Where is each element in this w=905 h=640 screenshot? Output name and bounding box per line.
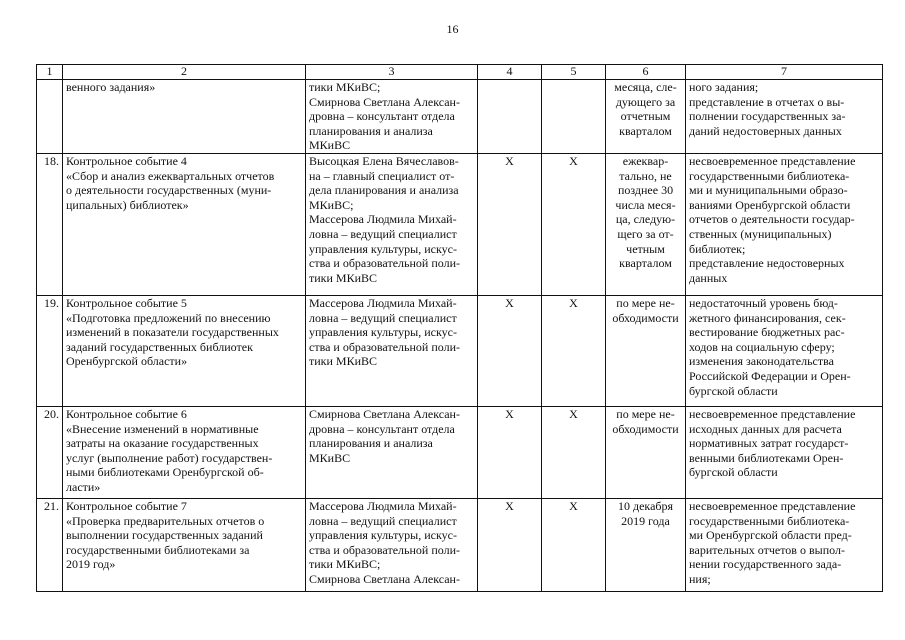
plan-table xyxy=(36,64,883,592)
table-row xyxy=(37,153,883,295)
risks-cell: несвоевременное представление государственными библиотека- ми и муниципальными образо- ваниями Оренбургской области отчетов о деятельности государ- ственных (муниципальных) библиотек; представление недостоверных данных xyxy=(686,153,883,295)
responsible-cell: Массерова Людмила Михай- ловна – ведущий специалист управления культуры, искус- ства и образовательной поли- тики МКиВС; Смирнова Светлана Алексан- xyxy=(306,498,478,591)
event-cell: Контрольное событие 7 «Проверка предварительных отчетов о выполнении государственных заданий государственными библиотеками за 2019 год» xyxy=(63,498,306,591)
mark-cell: X xyxy=(478,406,542,498)
column-number: 3 xyxy=(306,65,478,80)
table-row xyxy=(37,406,883,498)
event-cell: Контрольное событие 5 «Подготовка предложений по внесению изменений в показатели государственных заданий государственных библиотек Оренбургской области» xyxy=(63,295,306,406)
risks-cell: несвоевременное представление государственными библиотека- ми Оренбургской области пред- варительных отчетов о выпол- нении государственного зада- ния; xyxy=(686,498,883,591)
column-number: 1 xyxy=(37,65,63,80)
page-number: 16 xyxy=(446,22,459,36)
term-cell: 10 декабря 2019 года xyxy=(606,498,686,591)
risks-cell: ного задания; представление в отчетах о вы- полнении государственных за- даний недостоверных данных xyxy=(686,80,883,154)
mark-cell: X xyxy=(478,498,542,591)
table-row xyxy=(37,80,883,154)
responsible-cell: Смирнова Светлана Алексан- дровна – консультант отдела планирования и анализа МКиВС xyxy=(306,406,478,498)
mark-cell: X xyxy=(542,406,606,498)
column-number: 7 xyxy=(686,65,883,80)
event-cell: венного задания» xyxy=(63,80,306,154)
mark-cell: X xyxy=(478,295,542,406)
risks-cell: недостаточный уровень бюд- жетного финансирования, сек- вестирование бюджетных рас- ходов на социальную сферу; изменения законодательства Российской Федерации и Орен- бургской области xyxy=(686,295,883,406)
term-cell: ежеквар- тально, не позднее 30 числа меся- ца, следую- щего за от- четным кварталом xyxy=(606,153,686,295)
mark-cell: X xyxy=(478,153,542,295)
mark-cell: X xyxy=(542,498,606,591)
event-cell: Контрольное событие 4 «Сбор и анализ ежеквартальных отчетов о деятельности государственных (муни- ципальных) библиотек» xyxy=(63,153,306,295)
column-number: 5 xyxy=(542,65,606,80)
term-cell: по мере не- обходимости xyxy=(606,406,686,498)
row-number: 20. xyxy=(37,406,63,498)
column-number-row xyxy=(37,65,883,80)
risks-cell: несвоевременное представление исходных данных для расчета нормативных затрат государст- венными библиотеками Орен- бургской области xyxy=(686,406,883,498)
column-number: 6 xyxy=(606,65,686,80)
table-row xyxy=(37,498,883,591)
event-cell: Контрольное событие 6 «Внесение изменений в нормативные затраты на оказание государственных услуг (выполнение работ) государствен- ными библиотеками Оренбургской об- ласти» xyxy=(63,406,306,498)
mark-cell: X xyxy=(542,295,606,406)
mark-cell xyxy=(542,80,606,154)
mark-cell: X xyxy=(542,153,606,295)
column-number: 4 xyxy=(478,65,542,80)
term-cell: месяца, сле- дующего за отчетным кварталом xyxy=(606,80,686,154)
mark-cell xyxy=(478,80,542,154)
row-number xyxy=(37,80,63,154)
row-number: 19. xyxy=(37,295,63,406)
responsible-cell: тики МКиВС; Смирнова Светлана Алексан- дровна – консультант отдела планирования и анализа МКиВС xyxy=(306,80,478,154)
column-number: 2 xyxy=(63,65,306,80)
responsible-cell: Высоцкая Елена Вячеславов- на – главный специалист от- дела планирования и анализа МКиВС; Массерова Людмила Михай- ловна – ведущий специалист управления культуры, искус- ства и образовательной поли- тики МКиВС xyxy=(306,153,478,295)
row-number: 21. xyxy=(37,498,63,591)
responsible-cell: Массерова Людмила Михай- ловна – ведущий специалист управления культуры, искус- ства и образовательной поли- тики МКиВС xyxy=(306,295,478,406)
term-cell: по мере не- обходимости xyxy=(606,295,686,406)
row-number: 18. xyxy=(37,153,63,295)
table-row xyxy=(37,295,883,406)
